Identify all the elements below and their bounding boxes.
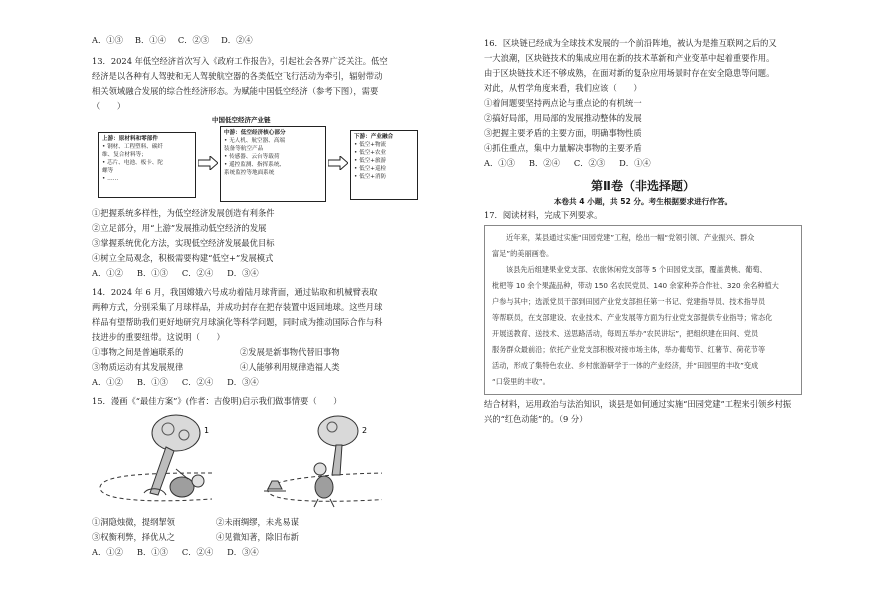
q16-stem-line: 16．区块链已经成为全球技术发展的一个前沿阵地，被认为是推互联网之后的又 bbox=[484, 38, 777, 48]
material-line: 服务群众最前沿；依托产业党支部积极对接市场主体，举办葡萄节、红薯节、荷花节等 bbox=[492, 345, 766, 354]
question-13 bbox=[92, 54, 434, 281]
left-column bbox=[92, 33, 434, 560]
midstream-item: 系统监控等地面系统 bbox=[224, 170, 275, 176]
q14-option: ④人能够利用规律造福人类 bbox=[240, 362, 340, 372]
q17-ask-line: 结合材料，运用政治与法治知识，谈县是如何通过实施“田园党建”工程来引领乡村振 bbox=[484, 399, 792, 409]
q13-stem-line: 经济是以各种有人驾驶和无人驾驶航空器的各类低空飞行活动为牵引，辐射带动 bbox=[92, 71, 383, 81]
midstream-item: • 无人机、航空器、高端 bbox=[224, 138, 286, 144]
answer-choice: D．③④ bbox=[227, 377, 259, 387]
q14-option: ②发展是新事物代替旧事物 bbox=[240, 347, 340, 357]
answer-choice: A．①③ bbox=[92, 35, 123, 45]
diagram-title: 中国低空经济产业链 bbox=[212, 116, 271, 124]
answer-choice: B．②④ bbox=[528, 158, 560, 168]
q15-option: ①洞隐烛微，提纲挈领 bbox=[92, 517, 175, 527]
answer-choice: D．③④ bbox=[227, 547, 259, 557]
material-line: 等帮联员，在支部建设、农业技术、产业发展等方面为行业党支部提供专业指导；常态化 bbox=[492, 313, 773, 322]
midstream-item: • 遥控监测、指挥系统、 bbox=[224, 162, 286, 168]
reading-material-box bbox=[484, 225, 802, 395]
answer-choice: D．②④ bbox=[221, 35, 253, 45]
upstream-item: 螺等 bbox=[102, 168, 114, 174]
upstream-box bbox=[98, 132, 196, 198]
q13-stem-line: 相关领域融合发展的综合性经济形态。为赋能中国低空经济（参考下图），需要 bbox=[92, 86, 379, 96]
panel-label: 1 bbox=[204, 426, 210, 435]
q14-stem-line: 技进步的重要纽带。这说明（ ） bbox=[92, 332, 225, 342]
q13-stem-line: 13．2024 年低空经济首次写入《政府工作报告》，引起社会各界广泛关注。低空 bbox=[92, 56, 388, 66]
upstream-title: 上游：原材料和零部件 bbox=[102, 136, 158, 142]
right-column bbox=[484, 36, 802, 427]
q14-answer-choices bbox=[92, 375, 434, 390]
upstream-item: • 芯片、电池、板卡、陀 bbox=[102, 160, 164, 166]
q13-option: ③掌握系统优化方法，实现低空经济发展最优目标 bbox=[92, 238, 275, 248]
q15-option: ④见微知著，除旧布新 bbox=[216, 532, 299, 542]
answer-choice: C．②④ bbox=[181, 268, 214, 278]
q17-stem-line: 17．阅读材料，完成下列要求。 bbox=[484, 210, 603, 220]
answer-choice: A．①③ bbox=[484, 158, 515, 168]
midstream-title: 中游：低空经济核心部分 bbox=[224, 130, 286, 136]
answer-choice: C．②④ bbox=[181, 547, 214, 557]
answer-choice: A．①② bbox=[92, 377, 123, 387]
downstream-item: • 低空+巡检 bbox=[354, 166, 387, 172]
industry-chain-diagram bbox=[92, 116, 434, 204]
q13-option: ④树立全局观念，积极需要构建“低空+”发展模式 bbox=[92, 253, 274, 263]
stump-icon bbox=[264, 481, 286, 491]
answer-choice: B．①③ bbox=[136, 547, 168, 557]
panel-label: 2 bbox=[362, 426, 368, 435]
arrow-right-icon bbox=[328, 156, 348, 170]
q13-option: ②立足部分，用“上游”发展推动低空经济的发展 bbox=[92, 223, 267, 233]
section-subtitle: 本卷共 4 小题，共 52 分。考生根据要求进行作答。 bbox=[553, 197, 733, 206]
q16-option: ①着间题要坚持两点论与重点论的有机统一 bbox=[484, 98, 642, 108]
downstream-item: • 低空+物流 bbox=[354, 142, 387, 148]
answer-choice: B．①④ bbox=[134, 35, 166, 45]
q13-option: ①把握系统多样性，为低空经济发展创造有利条件 bbox=[92, 208, 275, 218]
midstream-item: • 传感器、云台等载荷 bbox=[224, 154, 280, 160]
q16-option: ②搞好局部，用局部的发展推动整体的发展 bbox=[484, 113, 642, 123]
upstream-item: 维、复合材料等； bbox=[102, 152, 147, 158]
material-line: 枇杷等 10 余个果蔬品种，带动 150 名农民党员、140 余家种养合作社、320 余名种植大 bbox=[492, 281, 779, 290]
answer-choice: A．①② bbox=[92, 268, 123, 278]
answer-choice: C．②④ bbox=[181, 377, 214, 387]
q14-option: ①事物之间是普遍联系的 bbox=[92, 347, 184, 357]
q13-answer-choices bbox=[92, 266, 434, 281]
answer-choice: D．③④ bbox=[227, 268, 259, 278]
answer-choice: A．①② bbox=[92, 547, 123, 557]
q15-option: ②未雨绸缪，未兆易谋 bbox=[216, 517, 299, 527]
q13-stem-line: （ ） bbox=[92, 101, 126, 111]
q15-option: ③权衡利弊，择优从之 bbox=[92, 532, 175, 542]
section-header bbox=[484, 177, 802, 208]
q16-stem-line: 一大浪潮，区块链技术的集成应用在新的技术革新和产业变革中起着重要作用。 bbox=[484, 53, 775, 63]
midstream-item: 装备等航空产品 bbox=[224, 146, 264, 152]
q16-stem-line: 由于区块链技术还不够成熟，在面对新的复杂应用场景时存在安全隐患等问题。 bbox=[484, 68, 775, 78]
material-line: “口袋里的丰收”。 bbox=[492, 377, 550, 386]
question-17 bbox=[484, 208, 802, 427]
material-line: 该县先后组建果业党支部、农旅休闲党支部等 5 个田园党支部，覆盖黄桃、葡萄、 bbox=[506, 265, 767, 274]
q15-stem-line: 15．漫画《“最佳方案”》(作者：吉俊明)启示我们做事情要（ ） bbox=[92, 396, 342, 406]
downstream-item: • 低空+消防 bbox=[354, 174, 387, 180]
arrow-right-icon bbox=[198, 156, 218, 170]
answer-choice: C．②③ bbox=[573, 158, 606, 168]
q14-stem-line: 14．2024 年 6 月，我国嫦娥六号成功着陆月球背面，通过钻取和机械臂表取 bbox=[92, 287, 378, 297]
downstream-item: • 低空+旅游 bbox=[354, 158, 387, 164]
material-line: 近年来，某县通过实施“田园党建”工程，绘出一幅“党领引领、产业振兴、群众 bbox=[506, 233, 755, 242]
material-line: 活动，形成了集特色农业、乡村旅游研学于一体的产业经济，并“田园里的丰收”变成 bbox=[492, 361, 759, 370]
material-line: 开展送教育、送技术、送思路活动，每周五举办“农民讲坛”，把组织建在田间、党员 bbox=[492, 329, 759, 338]
answer-choice: C．②③ bbox=[177, 35, 210, 45]
answer-choice: B．①③ bbox=[136, 268, 168, 278]
q16-stem-line: 对此，从哲学角度来看，我们应该（ ） bbox=[484, 83, 642, 93]
material-line: 户参与其中；选派党员干部到田园产业党支部担任第一书记、党建指导员、技术指导员 bbox=[492, 297, 766, 306]
q15-answer-choices bbox=[92, 545, 434, 560]
downstream-box bbox=[350, 130, 418, 200]
q14-option: ③物质运动有其发展规律 bbox=[92, 362, 184, 372]
question-15 bbox=[92, 394, 434, 560]
person-carrying-icon bbox=[314, 463, 334, 507]
answer-choice: D．①④ bbox=[619, 158, 651, 168]
upstream-item: • 钢材、工程塑料、碳纤 bbox=[102, 144, 164, 150]
question-14 bbox=[92, 285, 434, 390]
cartoon-illustration bbox=[92, 411, 382, 513]
material-line: 富足”的美丽画卷。 bbox=[492, 249, 554, 258]
q16-option: ③把握主要矛盾的主要方面，明确事物性质 bbox=[484, 128, 642, 138]
q16-answer-choices bbox=[484, 156, 802, 171]
q14-stem-line: 两种方式，分别采集了月球样品，并成功封存在把存装置中返回地球。这些月球 bbox=[92, 302, 383, 312]
section-title: 第Ⅱ卷（非选择题） bbox=[591, 179, 695, 193]
q14-stem-line: 样品有望帮助我们更好地研究月球演化等科学问题，同时成为推动国际合作与科 bbox=[92, 317, 383, 327]
cartoon-best-plan bbox=[92, 411, 434, 513]
answer-choice: B．①③ bbox=[136, 377, 168, 387]
midstream-box bbox=[220, 126, 326, 202]
q16-option: ④抓住重点，集中力量解决事物的主要矛盾 bbox=[484, 143, 642, 153]
q17-ask-line: 兴的“红色动能”的。（9 分） bbox=[484, 414, 588, 424]
q12-answer-choices bbox=[92, 33, 434, 48]
downstream-item: • 低空+农业 bbox=[354, 150, 387, 156]
downstream-title: 下游：产业融合 bbox=[354, 134, 394, 140]
upstream-item: • …… bbox=[102, 176, 119, 182]
q14-options bbox=[92, 345, 434, 375]
q15-options bbox=[92, 515, 434, 545]
question-16 bbox=[484, 36, 802, 171]
